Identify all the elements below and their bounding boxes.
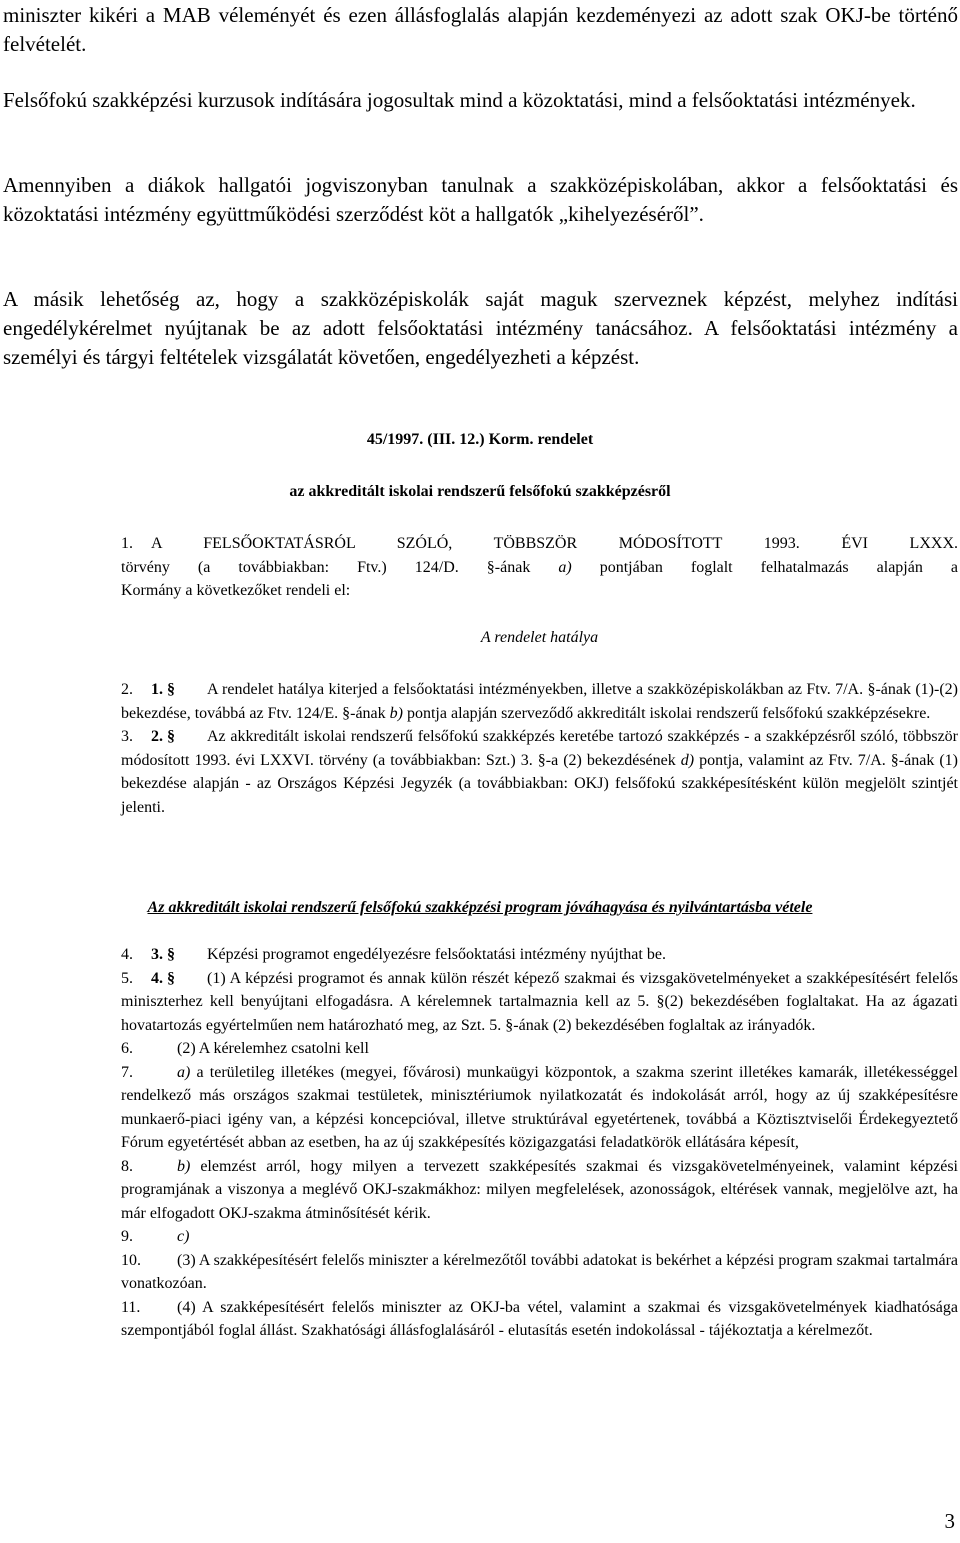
section-2 (121, 678, 958, 819)
item-number: 1. (121, 535, 133, 552)
enactment-clause: Kormány a következőket rendeli el: (121, 582, 351, 599)
paragraph-sign: 3. § (151, 946, 175, 963)
section-text: elemzést arról, hogy milyen a tervezett szakképesítés szakmai és vizsgakövetelményeinek, valamint képzési programjának a viszonya a meglévő OKJ-szakmákhoz: milyen megfelelések, azonosságok, eltérések vannak, megjelölve azt, ha már elfogadott OKJ-szakma átminősítését kérik. (121, 1157, 958, 1222)
item-number: 2. (121, 681, 133, 698)
section-text: (1) A képzési programot és annak külön részét képező szakmai és vizsgakövetelményeket a szakképesítésért felelős miniszterhez kell benyújtani elfogadásra. A kérelemnek tartalmaznia kell az 5. §(2) bekezdésében foglaltakat. Ha az ágazati hovatartozás egyértelműen nem határozható meg, az Szt. 5. §-ának (2) bekezdésében foglaltak az irányadók. (121, 969, 958, 1034)
item-number: 10. (121, 1251, 141, 1269)
section-text: (3) A szakképesítésért felelős miniszter a kérelmezőtől további adatokat is bekérhet a képzési program szakmai tartalmára vonatkozóan. (121, 1251, 958, 1292)
point-label: d) (680, 751, 695, 769)
paragraph-sign: 4. § (151, 969, 175, 987)
section-text: Az akkreditált iskolai rendszerű felsőfokú szakképzés keretébe tartozó szakképzés - a szakképzésről szóló, többször módosított 1993. évi LXXVI. törvény (a továbbiakban: Szt.) 3. §-a (2) bekezdésének (121, 728, 958, 769)
paragraph-4: A másik lehetőség az, hogy a szakközépiskolák saját maguk szerveznek képzést, melyhez indítási engedélykérelmet nyújtanak be az adott felsőoktatási intézmény tanácsához. A felsőoktatási intézmény a személyi és tárgyi feltételek vizsgálatát követően, engedélyezheti a képzést. (3, 287, 958, 369)
section-text: a területileg illetékes (megyei, fővárosi) munkaügyi központok, a szakma szerint illetékes kamarák, illetékességgel rendelkező más országos szakmai testületek, minisztériumok nyilatkozatát és indokolását arról, hogy az új szakképesítésre munkaerő-piaci igény van, a képzési koncepcióval, illetve struktúrával egyetértenek, továbbá a Köztisztviselői Érdekegyeztető Fórum egyetértését abban az esetben, ha az új szakképesítés közigazgatási feladatkörök ellátására képesít, (121, 1063, 958, 1151)
item-number: 4. (121, 946, 133, 963)
decree-title: 45/1997. (III. 12.) Korm. rendelet (366, 431, 594, 448)
item-number: 9. (121, 1228, 133, 1245)
section-text: Képzési programot engedélyezésre felsőoktatási intézmény nyújthat be. (207, 946, 666, 963)
section-heading-scope: A rendelet hatálya (480, 629, 599, 646)
section-1 (121, 532, 958, 603)
section-heading-program: Az akkreditált iskolai rendszerű felsőfokú szakképzési program jóváhagyása és nyilvántartásba vétele (147, 899, 813, 916)
paragraph-1: miniszter kikéri a MAB véleményét és ezen állásfoglalás alapján kezdeményezi az adott szak OKJ-be történő felvételét. (3, 3, 958, 56)
section-text: (4) A szakképesítésért felelős miniszter az OKJ-ba vétel, valamint a szakmai és vizsgakövetelmények kiadhatósága szempontjából foglal állást. Szakhatósági állásfoglalásáról - elutasítás esetén indokolással - tájékoztatja a kérelmezőt. (121, 1298, 958, 1339)
page-number: 3 (944, 1509, 955, 1533)
section-text: A rendelet hatálya kiterjed a felsőoktatási intézményekben, illetve a szakközépiskolákban az Ftv. 7/A. §-ának (1)-(2) bekezdése, továbbá az Ftv. 124/E. §-ának (121, 681, 958, 722)
section-text-tail: pontja, valamint az Ftv. 7/A. §-ának (1) bekezdése alapján - az Országos Képzési Jegyzék (a továbbiakban: OKJ) felsőfokú szakképesítésként külön megjelölt szintjét jelenti. (121, 751, 958, 816)
point-label: a) (558, 558, 572, 576)
item-number: 3. (121, 728, 133, 745)
law-title-line: A FELSŐOKTATÁSRÓL SZÓLÓ, TÖBBSZÖR MÓDOSÍTOTT 1993. ÉVI LXXX. (151, 535, 958, 552)
section-text: (2) A kérelemhez csatolni kell (177, 1040, 369, 1057)
item-number: 8. (121, 1157, 133, 1175)
item-number: 6. (121, 1040, 133, 1057)
section-4-11 (121, 943, 958, 1343)
point-label: c) (177, 1228, 190, 1245)
law-reference-text: törvény (a továbbiakban: Ftv.) 124/D. §-ának (121, 558, 559, 576)
paragraph-3: Amennyiben a diákok hallgatói jogviszonyban tanulnak a szakközépiskolában, akkor a felsőoktatási és közoktatási intézmény együttműködési szerződést köt a hallgatók „kihelyezéséről”. (3, 173, 958, 226)
decree-subtitle: az akkreditált iskolai rendszerű felsőfokú szakképzésről (289, 483, 671, 500)
paragraph-2: Felsőfokú szakképzési kurzusok indítására jogosultak mind a közoktatási, mind a felsőoktatási intézmények. (3, 88, 916, 112)
point-label: a) (177, 1063, 191, 1081)
paragraph-sign: 1. § (151, 681, 175, 698)
item-number: 5. (121, 969, 133, 987)
point-label: b) (389, 704, 403, 722)
point-label: b) (177, 1157, 191, 1175)
item-number: 7. (121, 1063, 133, 1081)
item-number: 11. (121, 1298, 141, 1316)
section-text-tail: pontja alapján szerveződő akkreditált iskolai rendszerű felsőfokú szakképzésekre. (402, 704, 931, 722)
law-reference-text-tail: pontjában foglalt felhatalmazás alapján a (571, 558, 958, 576)
paragraph-sign: 2. § (151, 728, 175, 745)
